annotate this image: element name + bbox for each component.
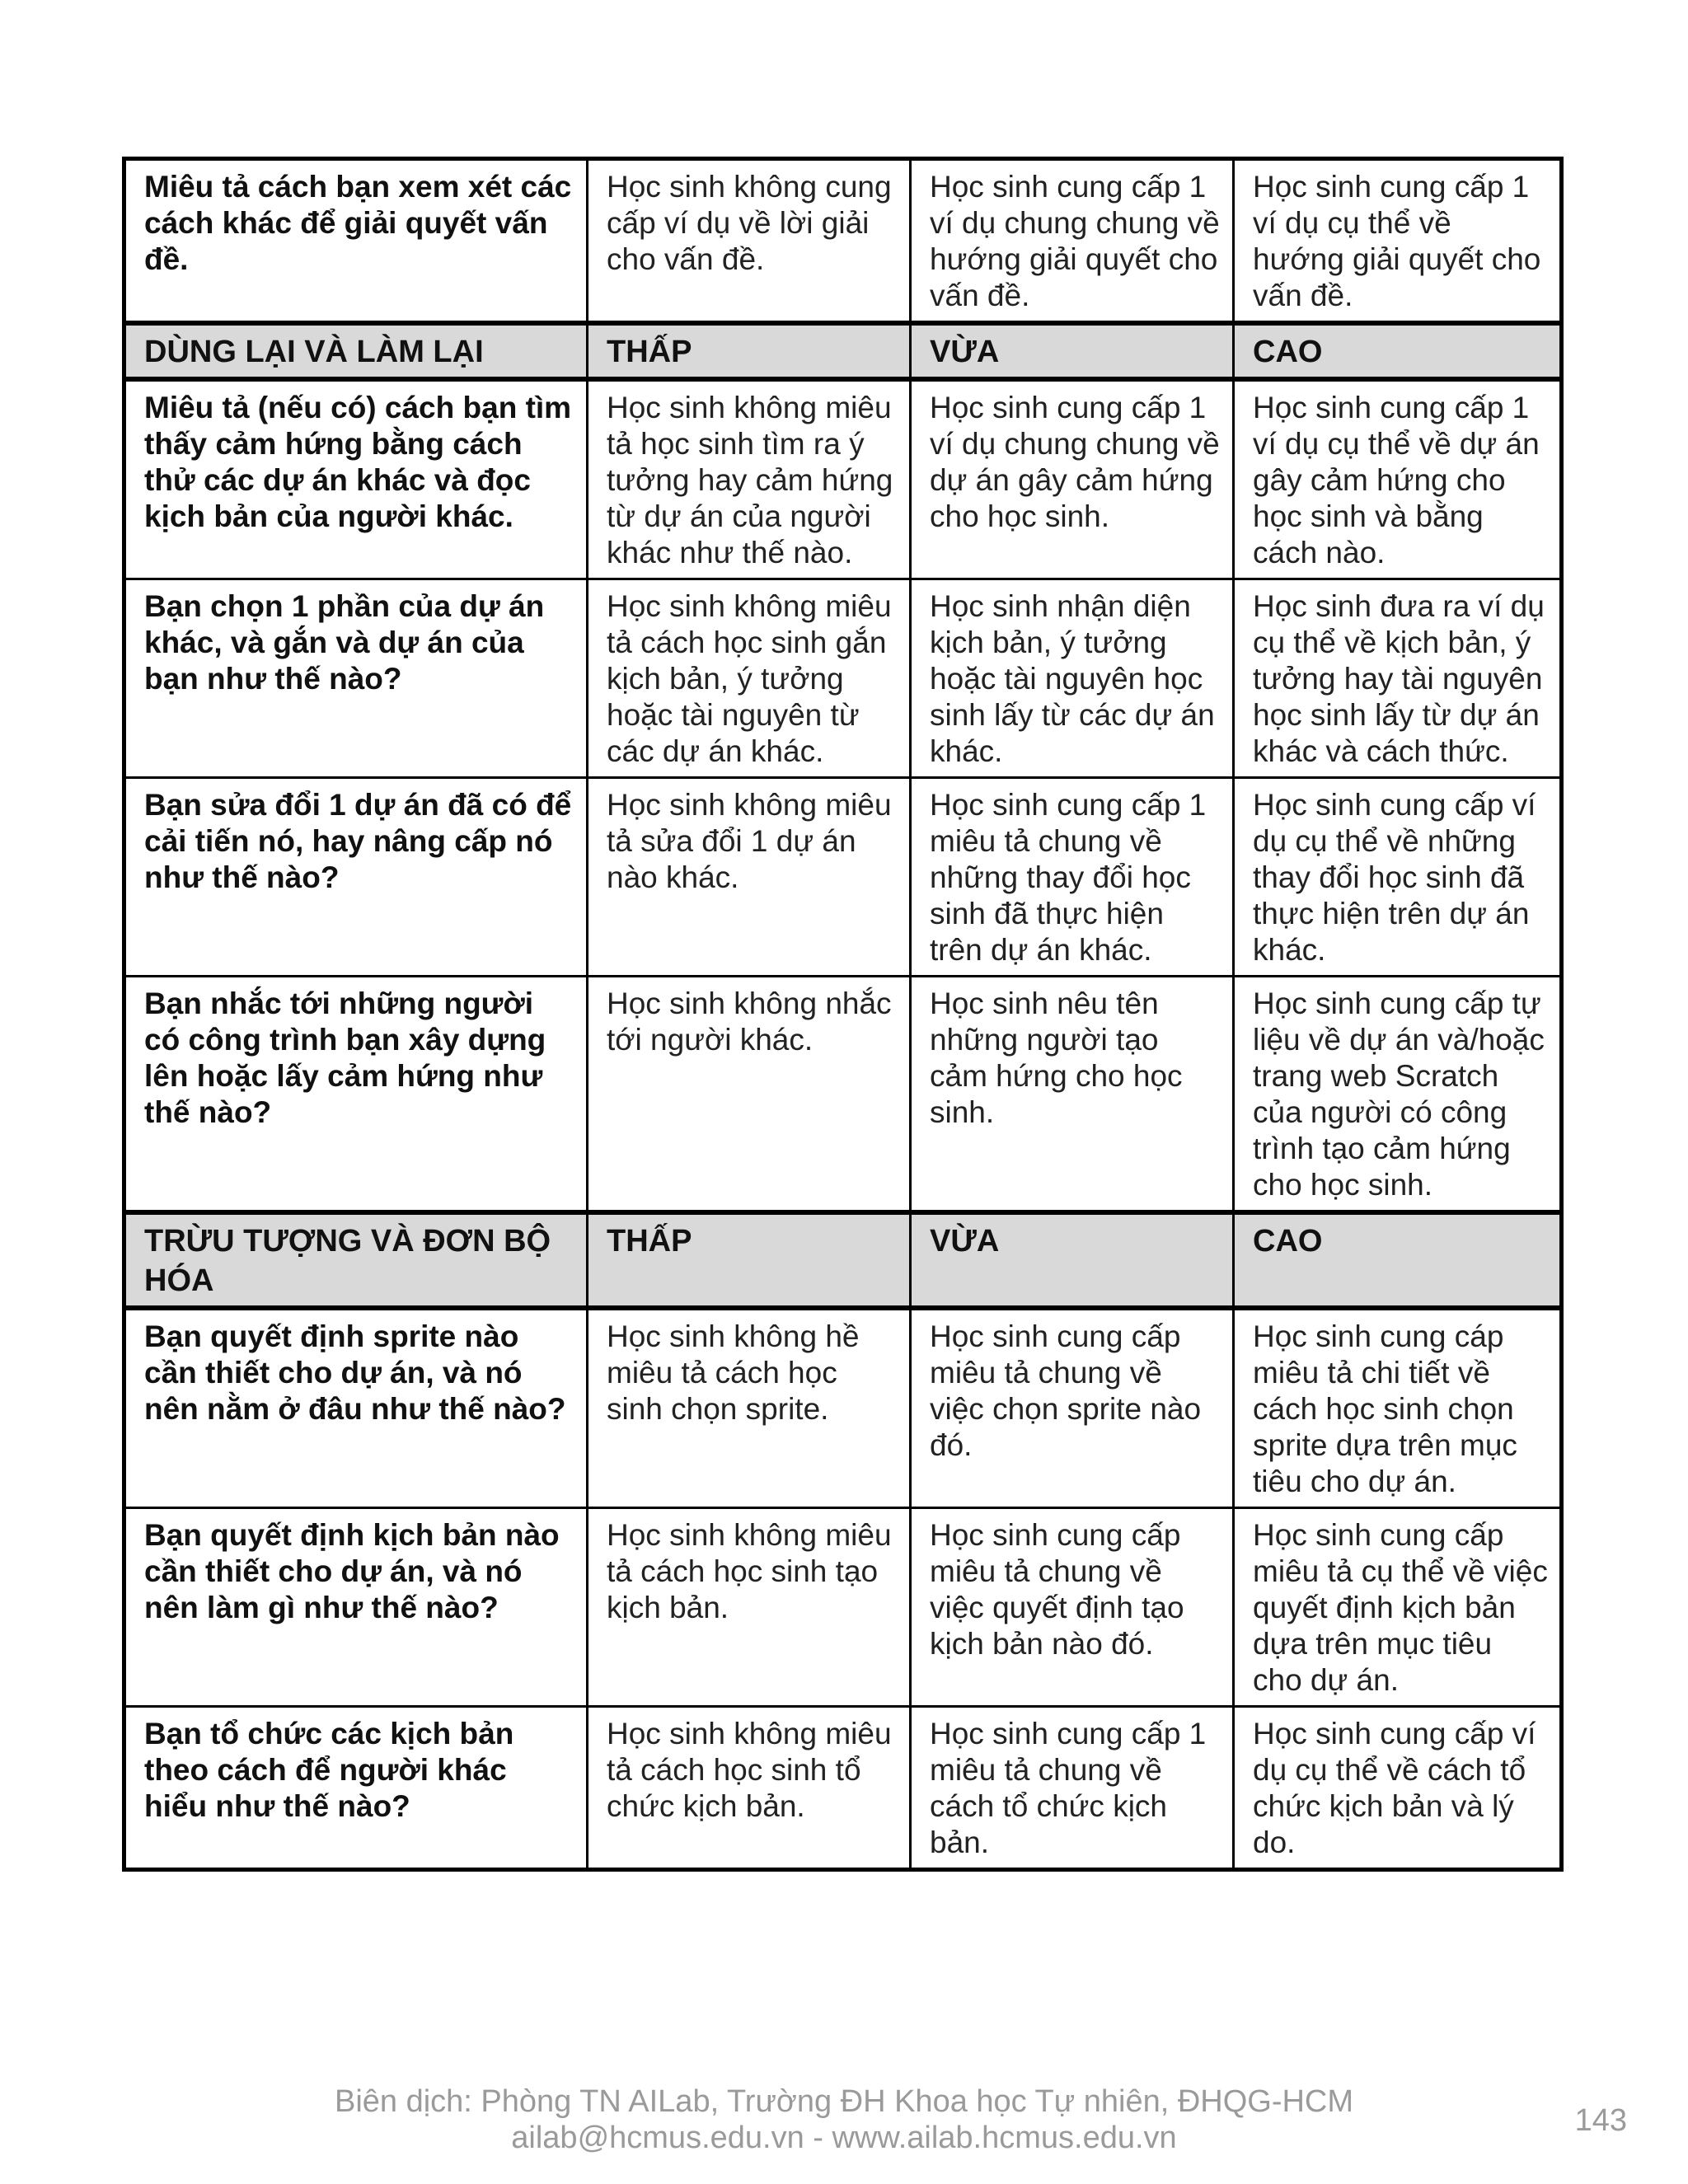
medium-level-cell: Học sinh cung cấp 1 miêu tả chung về cách tổ chức kịch bản. xyxy=(911,1707,1234,1870)
medium-level-cell: Học sinh cung cấp miêu tả chung về việc chọn sprite nào đó. xyxy=(911,1308,1234,1508)
criterion-cell: Bạn quyết định kịch bản nào cần thiết cho dự án, và nó nên làm gì như thế nào? xyxy=(124,1508,588,1707)
low-level-cell: Học sinh không miêu tả cách học sinh gắn kịch bản, ý tưởng hoặc tài nguyên từ các dự án khác. xyxy=(588,579,911,778)
footer-credit xyxy=(0,2083,1688,2156)
low-level-cell: Học sinh không miêu tả sửa đổi 1 dự án nào khác. xyxy=(588,778,911,977)
high-level-cell: Học sinh cung cáp miêu tả chi tiết về cách học sinh chọn sprite dựa trên mục tiêu cho dự án. xyxy=(1234,1308,1562,1508)
table-row xyxy=(124,1308,1562,1508)
table-row xyxy=(124,1508,1562,1707)
section-header-row xyxy=(124,1212,1562,1308)
low-level-cell: Học sinh không cung cấp ví dụ về lời giải cho vấn đề. xyxy=(588,159,911,324)
high-level-cell: Học sinh cung cấp tự liệu về dự án và/hoặc trang web Scratch của người có công trình tạo cảm hứng cho học sinh. xyxy=(1234,977,1562,1213)
medium-level-header: VỪA xyxy=(911,323,1234,379)
medium-level-cell: Học sinh cung cấp miêu tả chung về việc quyết định tạo kịch bản nào đó. xyxy=(911,1508,1234,1707)
high-level-cell: Học sinh cung cấp ví dụ cụ thể về cách tổ chức kịch bản và lý do. xyxy=(1234,1707,1562,1870)
low-level-header: THẤP xyxy=(588,323,911,379)
section-title: TRỪU TƯỢNG VÀ ĐƠN BỘ HÓA xyxy=(124,1212,588,1308)
criterion-cell: Bạn nhắc tới những người có công trình bạn xây dựng lên hoặc lấy cảm hứng như thế nào? xyxy=(124,977,588,1213)
criterion-cell: Bạn chọn 1 phần của dự án khác, và gắn và dự án của bạn như thế nào? xyxy=(124,579,588,778)
medium-level-cell: Học sinh nhận diện kịch bản, ý tưởng hoặc tài nguyên học sinh lấy từ các dự án khác. xyxy=(911,579,1234,778)
high-level-header: CAO xyxy=(1234,323,1562,379)
page-number: 143 xyxy=(1574,2103,1627,2138)
table-row xyxy=(124,159,1562,324)
low-level-cell: Học sinh không miêu tả cách học sinh tổ chức kịch bản. xyxy=(588,1707,911,1870)
low-level-header: THẤP xyxy=(588,1212,911,1308)
criterion-cell: Bạn tổ chức các kịch bản theo cách để người khác hiểu như thế nào? xyxy=(124,1707,588,1870)
table-row xyxy=(124,579,1562,778)
medium-level-header: VỪA xyxy=(911,1212,1234,1308)
criterion-cell: Miêu tả (nếu có) cách bạn tìm thấy cảm hứng bằng cách thử các dự án khác và đọc kịch bản của người khác. xyxy=(124,379,588,579)
low-level-cell: Học sinh không hề miêu tả cách học sinh chọn sprite. xyxy=(588,1308,911,1508)
low-level-cell: Học sinh không miêu tả học sinh tìm ra ý tưởng hay cảm hứng từ dự án của người khác như thế nào. xyxy=(588,379,911,579)
footer-translation-credit: Biên dịch: Phòng TN AILab, Trường ĐH Khoa học Tự nhiên, ĐHQG-HCM xyxy=(334,2084,1354,2119)
medium-level-cell: Học sinh cung cấp 1 ví dụ chung chung về hướng giải quyết cho vấn đề. xyxy=(911,159,1234,324)
table-row xyxy=(124,778,1562,977)
criterion-cell: Miêu tả cách bạn xem xét các cách khác để giải quyết vấn đề. xyxy=(124,159,588,324)
low-level-cell: Học sinh không miêu tả cách học sinh tạo kịch bản. xyxy=(588,1508,911,1707)
table-row xyxy=(124,977,1562,1213)
section-title: DÙNG LẠI VÀ LÀM LẠI xyxy=(124,323,588,379)
low-level-cell: Học sinh không nhắc tới người khác. xyxy=(588,977,911,1213)
medium-level-cell: Học sinh nêu tên những người tạo cảm hứng cho học sinh. xyxy=(911,977,1234,1213)
criterion-cell: Bạn sửa đổi 1 dự án đã có để cải tiến nó, hay nâng cấp nó như thế nào? xyxy=(124,778,588,977)
high-level-cell: Học sinh đưa ra ví dụ cụ thể về kịch bản, ý tưởng hay tài nguyên học sinh lấy từ dự án khác và cách thức. xyxy=(1234,579,1562,778)
medium-level-cell: Học sinh cung cấp 1 ví dụ chung chung về dự án gây cảm hứng cho học sinh. xyxy=(911,379,1234,579)
high-level-cell: Học sinh cung cấp 1 ví dụ cụ thể về dự án gây cảm hứng cho học sinh và bằng cách nào. xyxy=(1234,379,1562,579)
table-row xyxy=(124,379,1562,579)
high-level-cell: Học sinh cung cấp miêu tả cụ thể về việc quyết định kịch bản dựa trên mục tiêu cho dự án. xyxy=(1234,1508,1562,1707)
high-level-cell: Học sinh cung cấp 1 ví dụ cụ thể về hướng giải quyết cho vấn đề. xyxy=(1234,159,1562,324)
criterion-cell: Bạn quyết định sprite nào cần thiết cho dự án, và nó nên nằm ở đâu như thế nào? xyxy=(124,1308,588,1508)
high-level-cell: Học sinh cung cấp ví dụ cụ thể về những thay đổi học sinh đã thực hiện trên dự án khác. xyxy=(1234,778,1562,977)
rubric-body xyxy=(124,159,1562,1870)
rubric-table xyxy=(122,157,1564,1872)
medium-level-cell: Học sinh cung cấp 1 miêu tả chung về những thay đổi học sinh đã thực hiện trên dự án khác. xyxy=(911,778,1234,977)
table-row xyxy=(124,1707,1562,1870)
high-level-header: CAO xyxy=(1234,1212,1562,1308)
section-header-row xyxy=(124,323,1562,379)
footer-contact: ailab@hcmus.edu.vn - www.ailab.hcmus.edu.vn xyxy=(511,2121,1177,2155)
